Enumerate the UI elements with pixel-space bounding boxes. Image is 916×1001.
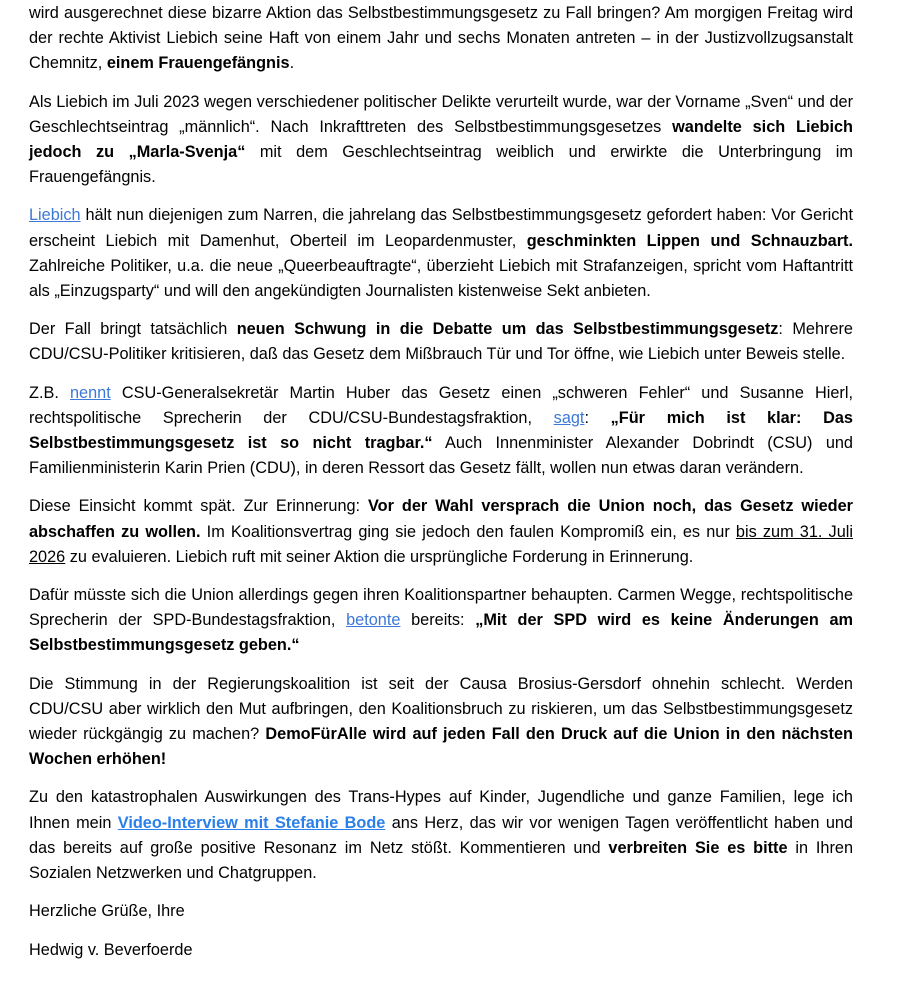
body-text: : <box>584 408 611 427</box>
paragraph-liebich-haft <box>29 1 853 77</box>
paragraph-verurteilung-2023 <box>29 90 853 191</box>
body-text: bereits: <box>400 611 476 630</box>
body-text: Auch Innenminister Alexander Dobrindt (CSU) und Familienministerin Karin Prien (CDU), in deren Ressort das Gesetz fällt, wollen nun etwas daran verändern. <box>29 434 853 478</box>
body-text: Zu den katastrophalen Auswirkungen des Trans-Hypes auf Kinder, Jugendliche und ganze Familien, lege ich Ihnen mein <box>29 788 853 832</box>
body-text: hält nun diejenigen zum Narren, die jahrelang das Selbstbestimmungsgesetz gefordert haben: Vor Gericht erscheint Liebich mit Damenhut, Oberteil im Leopardenmuster, <box>29 206 853 250</box>
body-text: Diese Einsicht kommt spät. Zur Erinnerung: <box>29 497 369 516</box>
bold-text: „Mit der SPD wird es keine Änderungen am Selbstbestimmungsgesetz geben.“ <box>29 611 853 655</box>
body-text: zu evaluieren. Liebich ruft mit seiner Aktion die ursprüngliche Forderung in Erinnerung. <box>65 547 694 566</box>
body-text: mit dem Geschlechtseintrag weiblich und erwirkte die Unterbringung im Frauengefängnis. <box>29 143 853 187</box>
bold-text: verbreiten Sie es bitte <box>608 838 788 857</box>
inline-link[interactable]: nennt <box>69 383 111 402</box>
paragraph-neuer-schwung <box>29 317 853 367</box>
body-text: Als Liebich im Juli 2023 wegen verschiedener politischer Delikte verurteilt wurde, war der Vorname „Sven“ und der Geschlechtseintrag „männlich“. Nach Inkrafttreten des Selbstbestimmungsgesetzes <box>29 92 853 136</box>
body-text: Der Fall bringt tatsächlich <box>29 320 237 339</box>
paragraph-spd-wegge <box>29 583 853 659</box>
bold-text: wandelte sich Liebich jedoch zu „Marla-Svenja“ <box>29 117 853 162</box>
body-text: ans Herz, das wir vor wenigen Tagen veröffentlicht haben und das bereits auf große positive Resonanz im Netz stößt. Kommentieren und <box>29 813 853 857</box>
bold-text: neuen Schwung in die Debatte um das Selbstbestimmungsgesetz <box>236 320 779 339</box>
paragraph-video-interview <box>29 785 853 886</box>
inline-link[interactable]: betonte <box>346 611 401 630</box>
paragraph-narren-halten <box>29 203 853 304</box>
paragraph-regierungskoalition <box>29 672 853 773</box>
newsletter-body <box>0 1 916 963</box>
bold-text: Vor der Wahl versprach die Union noch, das Gesetz wieder abschaffen zu wollen. <box>29 497 853 541</box>
signoff-name: Hedwig v. Beverfoerde <box>29 940 193 959</box>
body-text: Dafür müsste sich die Union allerdings gegen ihren Koalitionspartner behaupten. Carmen Wegge, rechtspolitische Sprecherin der SPD-Bundestagsfraktion, <box>29 586 853 630</box>
inline-link-emphasized[interactable]: Video-Interview mit Stefanie Bode <box>117 813 386 832</box>
paragraph-csu-zitate <box>29 381 853 482</box>
body-text: CSU-Generalsekretär Martin Huber das Gesetz einen „schweren Fehler“ und Susanne Hierl, rechtspolitische Sprecherin der CDU/CSU-Bundestagsfraktion, <box>29 383 853 427</box>
body-text: in Ihren Sozialen Netzwerken und Chatgruppen. <box>29 838 853 883</box>
body-text: Z.B. <box>29 383 70 402</box>
paragraph-container <box>29 1 853 886</box>
underlined-text: bis zum 31. Juli 2026 <box>29 522 853 566</box>
body-text: Die Stimmung in der Regierungskoalition ist seit der Causa Brosius-Gersdorf ohnehin schlecht. Werden CDU/CSU aber wirklich den Mut aufbringen, den Koalitionsbruch zu riskieren, um das Selbstbestimmungsgesetz wieder rückgängig zu machen? <box>29 674 853 744</box>
body-text: Im Koalitionsvertrag ging sie jedoch den faulen Kompromiß ein, es nur <box>200 522 736 541</box>
signoff-greeting: Herzliche Grüße, Ihre <box>29 902 185 921</box>
inline-link[interactable]: sagt <box>553 408 585 427</box>
bold-text: einem Frauengefängnis <box>106 54 290 73</box>
body-text: wird ausgerechnet diese bizarre Aktion das Selbstbestimmungsgesetz zu Fall bringen? Am morgigen Freitag wird der rechte Aktivist Liebich seine Haft von einem Jahr und sechs Monaten antreten – in der Justizvollzugsanstalt Chemnitz, <box>29 4 853 73</box>
body-text: . <box>289 54 295 73</box>
bold-text: geschminkten Lippen und Schnauzbart. <box>526 231 853 250</box>
bold-text: „Für mich ist klar: Das Selbstbestimmungsgesetz ist so nicht tragbar.“ <box>29 408 853 453</box>
body-text: : Mehrere CDU/CSU-Politiker kritisieren, daß das Gesetz dem Mißbrauch Tür und Tor öffne, wie Liebich unter Beweis stelle. <box>29 320 853 364</box>
bold-text: DemoFürAlle wird auf jeden Fall den Druck auf die Union in den nächsten Wochen erhöhen! <box>29 725 853 769</box>
paragraph-koalitionsvertrag <box>29 494 853 570</box>
body-text: Zahlreiche Politiker, u.a. die neue „Queerbeauftragte“, überzieht Liebich mit Strafanzeigen, spricht vom Haftantritt als „Einzugsparty“ und will den angekündigten Journalisten kistenweise Sekt anbieten. <box>29 256 853 301</box>
inline-link[interactable]: Liebich <box>29 206 81 225</box>
